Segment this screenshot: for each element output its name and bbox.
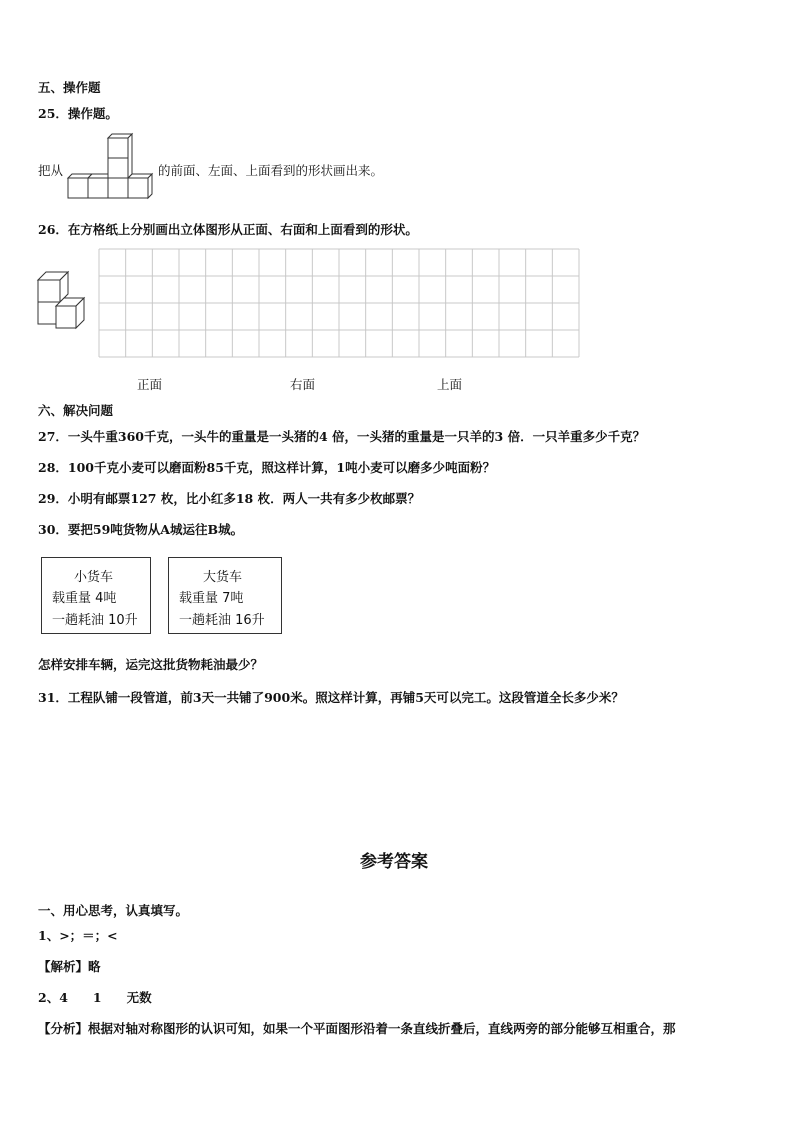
q26-cubes bbox=[38, 272, 84, 328]
big-truck-load: 载重量 7吨 bbox=[179, 591, 244, 606]
answer-2-analysis: 【分析】根据对轴对称图形的认识可知，如果一个平面图形沿着一条直线折叠后，直线两旁的部分能够互相重合，那 bbox=[38, 1021, 676, 1036]
q26-number: 26． bbox=[38, 222, 68, 237]
small-truck-fuel: 一趟耗油 10升 bbox=[52, 613, 138, 628]
q26-grid-lines bbox=[99, 249, 579, 357]
answer-1-analysis: 【解析】略 bbox=[38, 959, 101, 974]
q26-label-right: 右面 bbox=[290, 377, 316, 392]
q28 bbox=[38, 458, 495, 476]
q26-text: 在方格纸上分别画出立体图形从正面、右面和上面看到的形状。 bbox=[67, 222, 418, 237]
q25-cube-figure bbox=[66, 130, 158, 202]
q27-number: 27． bbox=[38, 429, 68, 444]
q28-number: 28． bbox=[38, 460, 68, 475]
q25-text-after: 的前面、左面、上面看到的形状画出来。 bbox=[158, 163, 384, 178]
answer-1: 1、>；＝；< bbox=[38, 928, 118, 943]
big-truck-card bbox=[168, 557, 282, 634]
q25-title: 操作题。 bbox=[67, 106, 118, 121]
q30 bbox=[38, 520, 243, 538]
q25-cubes bbox=[68, 134, 152, 198]
section6-heading: 六、解决问题 bbox=[38, 403, 114, 418]
q26-label-front: 正面 bbox=[137, 377, 163, 392]
q29-text: 小明有邮票127 枚，比小红多18 枚．两人一共有多少枚邮票？ bbox=[67, 491, 421, 506]
answers-title: 参考答案 bbox=[360, 852, 428, 872]
q31-number: 31． bbox=[38, 690, 68, 705]
q26-heading bbox=[38, 220, 418, 238]
q25-text-before: 把从 bbox=[38, 163, 64, 178]
q26-grid-paper[interactable] bbox=[98, 248, 580, 360]
q27 bbox=[38, 427, 645, 445]
q26-cube-figure bbox=[36, 268, 100, 332]
q29-number: 29． bbox=[38, 491, 68, 506]
q26-label-top: 上面 bbox=[437, 377, 463, 392]
q27-text: 一头牛重360千克，一头牛的重量是一头猪的4 倍，一头猪的重量是一只羊的3 倍．一只羊重多少千克？ bbox=[67, 429, 646, 444]
q31 bbox=[38, 688, 624, 706]
q25-heading bbox=[38, 104, 118, 122]
q30-number: 30． bbox=[38, 522, 68, 537]
small-truck-title: 小货车 bbox=[74, 570, 114, 585]
q30-text: 要把59吨货物从A城运往B城。 bbox=[67, 522, 244, 537]
big-truck-fuel: 一趟耗油 16升 bbox=[179, 613, 265, 628]
q29 bbox=[38, 489, 420, 507]
q25-number: 25． bbox=[38, 106, 68, 121]
big-truck-title: 大货车 bbox=[203, 570, 243, 585]
answer-2: 2、4 1 无数 bbox=[38, 990, 152, 1005]
q31-text: 工程队铺一段管道，前3天一共铺了900米。照这样计算，再铺5天可以完工。这段管道全长多少米？ bbox=[67, 690, 624, 705]
q30-question: 怎样安排车辆，运完这批货物耗油最少？ bbox=[38, 657, 264, 672]
answers-section1: 一、用心思考，认真填写。 bbox=[38, 903, 189, 918]
section5-heading: 五、操作题 bbox=[38, 80, 101, 95]
q28-text: 100千克小麦可以磨面粉85千克，照这样计算，1吨小麦可以磨多少吨面粉？ bbox=[67, 460, 496, 475]
small-truck-load: 载重量 4吨 bbox=[52, 591, 117, 606]
small-truck-card bbox=[41, 557, 151, 634]
